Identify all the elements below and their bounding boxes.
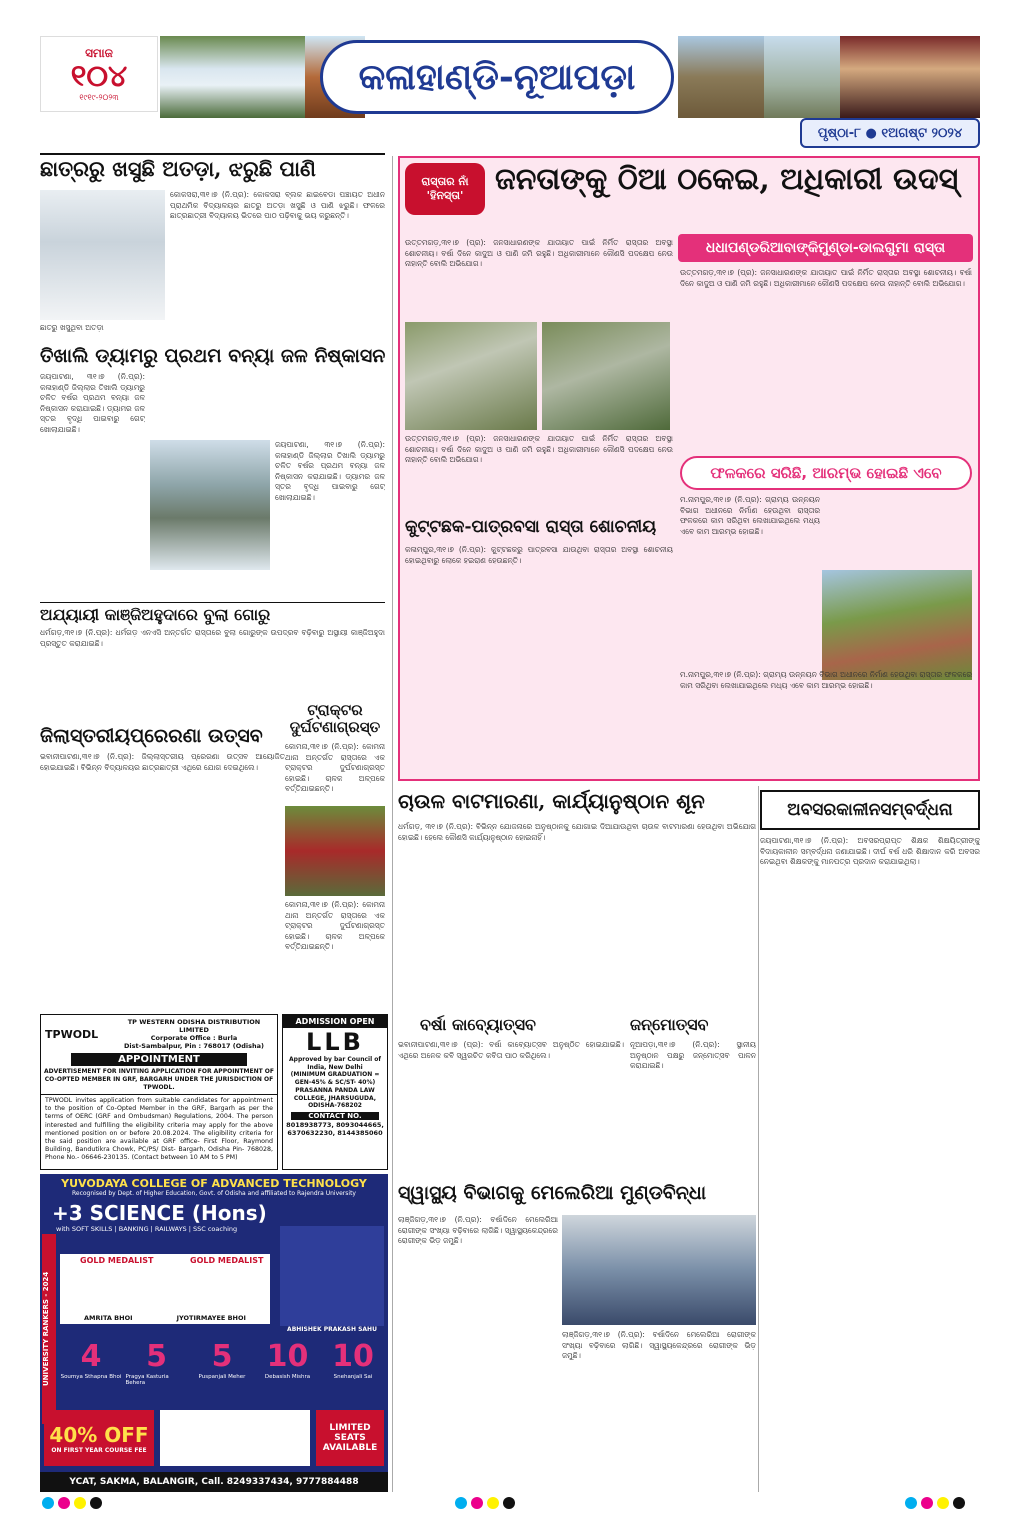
rank-number: 10 <box>266 1339 309 1374</box>
newspaper-logo <box>40 36 158 112</box>
registration-marks <box>42 1497 102 1509</box>
tribal-portrait-photo <box>840 36 980 118</box>
headline-poetry: ବର୍ଷା କାବ୍ୟୋତ୍ସବ <box>420 1015 536 1034</box>
student-name: Snehanjali Sai <box>333 1374 373 1380</box>
dam-body: ଜୟପାଟଣା, ୩୧।୭ (ନି.ପ୍ର): କଳାହାଣ୍ଡି ଜିଲ୍ଲାର ତିଖାଲି ଡ୍ୟାମରୁ ଚଳିତ ବର୍ଷର ପ୍ରଥମ ବନ୍ୟା ଜଳ ନିଷ୍କାସନ କରାଯାଇଛି। ଡ୍ୟାମର ଜଳ ସ୍ତର ବୃଦ୍ଧି ପାଇବାରୁ ଗେଟ୍ ଖୋଲାଯାଇଛି। <box>40 372 145 434</box>
llb-graduation: (MINIMUM GRADUATION = GEN-45% & SC/ST- 40%) <box>290 1071 380 1086</box>
road-photo-2 <box>542 322 670 430</box>
ranker-name: JYOTIRMAYEE BHOI <box>176 1314 246 1322</box>
malaria-body: ଲାଞ୍ଜିଗଡ଼,୩୧।୭ (ନି.ପ୍ର): ବର୍ଷାଦିନେ ମେଲେରିଆ ରୋଗୀଙ୍କ ସଂଖ୍ୟା ବଢ଼ିବାରେ ଲାଗିଛି। ସ୍ୱାସ୍ଥ୍ୟକେନ୍ଦ୍ରରେ ରୋଗୀଙ୍କ ଭିଡ଼ ଜମୁଛି। <box>398 1215 558 1245</box>
festival-body: ଭବାନୀପାଟଣା,୩୧।୭ (ନି.ପ୍ର): ଜିଲ୍ଲାସ୍ତରୀୟ ପ୍ରେରଣା ଉତ୍ସବ ଆୟୋଜିତ ହୋଇଯାଇଛି। ବିଭିନ୍ନ ବିଦ୍ୟାଳୟର ଛାତ୍ରଛାତ୍ରୀ ଏଥିରେ ଯୋଗ ଦେଇଥିଲେ। <box>40 752 285 772</box>
gold-medalist-badge: GOLD MEDALIST <box>190 1256 264 1265</box>
plaque-subheadline: ଫଳକରେ ସରିଛି, ଆରମ୍ଭ ହୋଇଛି ଏବେ <box>680 456 972 490</box>
rankers-photos <box>160 1410 310 1466</box>
ranker-name: AMRITA BHOI <box>84 1314 133 1322</box>
llb-phones: 8018938773, 8093044665, 6370632230, 8144385060 <box>286 1120 384 1137</box>
kuttachak-body: କଳାମ୍ପୁର,୩୧।୭ (ନି.ପ୍ର): କୁଟ୍ଟଛକରୁ ପାତ୍ରବସା ଯାଉଥିବା ରାସ୍ତାର ଅବସ୍ଥା ଶୋଚନୀୟ ହୋଇଥିବାରୁ ଲୋକେ ହଇରାଣ ହେଉଛନ୍ତି। <box>405 545 673 565</box>
headline-rice: ଚାଉଳ ବାଟମାରଣା, କାର୍ଯ୍ୟାନୁଷ୍ଠାନ ଶୂନ <box>398 789 705 813</box>
road-body-cont: ଉତ୍ତମଗଡ଼,୩୧।୭ (ପ୍ର): ଜନସାଧାରଣଙ୍କ ଯାତାୟାତ ପାଇଁ ନିର୍ମିତ ରାସ୍ତାର ଅବସ୍ଥା ଶୋଚନୀୟ। ବର୍ଷା ଦିନେ କାଦୁଅ ଓ ପାଣି ଜମି ରହୁଛି। ଅଧିକାରୀମାନେ କୌଣସି ପଦକ୍ଷେପ ନେଉ ନାହାନ୍ତି ବୋଲି ଅଭିଯୋଗ। <box>405 434 673 464</box>
plaque-body: ମ.ନାମପୁର,୩୧।୭ (ନି.ପ୍ର): ଗ୍ରାମ୍ୟ ଉନ୍ନୟନ ବିଭାଗ ଅଧୀନରେ ନିର୍ମାଣ ହେଉଥିବା ରାସ୍ତାର ଫଳକରେ କାମ ସରିଥିବା ଲେଖାଯାଇଥିଲେ ମଧ୍ୟ ଏବେ କାମ ଆରମ୍ଭ ହୋଇଛି। <box>680 495 820 536</box>
hospital-photo <box>562 1215 756 1325</box>
tpwodl-logo: TPWODL <box>45 1027 99 1041</box>
admission-open: ADMISSION OPEN <box>283 1015 387 1028</box>
poetry-body: ଭବାନୀପାଟଣା,୩୧।୭ (ପ୍ର): ବର୍ଷା କାବ୍ୟୋତ୍ସବ ଅନୁଷ୍ଠିତ ହୋଇଯାଇଛି। ଏଥିରେ ଅନେକ କବି ସ୍ୱରଚିତ କବିତା ପାଠ କରିଥିଲେ। <box>398 1040 624 1060</box>
rank-number: 5 <box>146 1339 167 1374</box>
cattle-body: ଧର୍ମଗଡ଼,୩୧।୭ (ନି.ପ୍ର): ଧର୍ମଗଡ଼ ଏନଏସି ଅନ୍ତର୍ଗତ ରାସ୍ତାରେ ବୁଲା ଗୋରୁଙ୍କ ଉପଦ୍ରବ ବଢ଼ିବାରୁ ଅସ୍ଥାୟୀ କାଞ୍ଜିଅହୁଦା ପ୍ରସ୍ତୁତ କରାଯାଇଛି। <box>40 628 385 648</box>
ranker-portrait <box>280 1226 384 1326</box>
tractor-body: କୋମନା,୩୧।୭ (ନି.ପ୍ର): କୋମନା ଥାନା ଅନ୍ତର୍ଗତ ରାସ୍ତାରେ ଏକ ଟ୍ରାକ୍ଟର ଦୁର୍ଘଟଣାଗ୍ରସ୍ତ ହୋଇଛି। ଚାଳକ ଅଳ୍ପକେ ବର୍ତ୍ତିଯାଇଛନ୍ତି। <box>285 742 385 793</box>
rule <box>40 602 385 603</box>
roof-caption: ଛାତରୁ ଖସୁଥିବା ଅତଡ଼ା <box>40 323 104 332</box>
headline-tractor: ଟ୍ରାକ୍ଟର ଦୁର୍ଘଟଣାଗ୍ରସ୍ତ <box>289 701 381 736</box>
rank-number: 4 <box>80 1339 102 1374</box>
malaria-body-cont: ଲାଞ୍ଜିଗଡ଼,୩୧।୭ (ନି.ପ୍ର): ବର୍ଷାଦିନେ ମେଲେରିଆ ରୋଗୀଙ୍କ ସଂଖ୍ୟା ବଢ଼ିବାରେ ଲାଗିଛି। ସ୍ୱାସ୍ଥ୍ୟକେନ୍ଦ୍ରରେ ରୋଗୀଙ୍କ ଭିଡ଼ ଜମୁଛି। <box>562 1330 756 1360</box>
headline-birthday: ଜନ୍ମୋତ୍ସବ <box>630 1015 709 1034</box>
road-subheadline: ଧଧାପଣ୍ଡରିଆବାଙ୍କିମୁଣ୍ଡା-ଡାଲଗୁମା ରାସ୍ତା <box>678 234 973 262</box>
waterfall-photo <box>160 36 305 118</box>
tpwodl-office: Corporate Office : Burla <box>150 1034 238 1042</box>
road-body: ଉତ୍ତମଗଡ଼,୩୧।୭ (ପ୍ର): ଜନସାଧାରଣଙ୍କ ଯାତାୟାତ ପାଇଁ ନିର୍ମିତ ରାସ୍ତାର ଅବସ୍ଥା ଶୋଚନୀୟ। ବର୍ଷା ଦିନେ କାଦୁଅ ଓ ପାଣି ଜମି ରହୁଛି। ଅଧିକାରୀମାନେ କୌଣସି ପଦକ୍ଷେପ ନେଉ ନାହାନ୍ତି ବୋଲି ଅଭିଯୋଗ। <box>405 238 673 268</box>
rank-number: 10 <box>332 1339 374 1374</box>
course-title: +3 SCIENCE (Hons) <box>52 1201 267 1225</box>
student-name: Puspanjali Meher <box>198 1374 246 1380</box>
llb-title: LLB <box>306 1028 364 1056</box>
ranker-name: ABHISHEK PRAKASH SAHU <box>287 1326 377 1333</box>
appointment-heading: ADVERTISEMENT FOR INVITING APPLICATION FOR APPOINTMENT OF CO-OPTED MEMBER IN GRF, BARGARH UNDER THE JURISDICTION OF TPWODL. <box>41 1066 277 1095</box>
headline-kuttachak: କୁଟ୍ଟଛକ-ପାତ୍ରବସା ରାସ୍ତା ଶୋଚନୀୟ <box>405 517 657 537</box>
logo-years: ୧୯୧୯-୨୦୨୩ <box>79 92 119 102</box>
rankers-label: UNIVERSITY RANKERS - 2024 <box>42 1234 56 1424</box>
roof-photo <box>40 190 165 320</box>
hill-photo <box>678 36 764 118</box>
plaque-body-cont: ମ.ନାମପୁର,୩୧।୭ (ନି.ପ୍ର): ଗ୍ରାମ୍ୟ ଉନ୍ନୟନ ବିଭାଗ ଅଧୀନରେ ନିର୍ମାଣ ହେଉଥିବା ରାସ୍ତାର ଫଳକରେ କାମ ସରିଥିବା ଲେଖାଯାଇଥିଲେ ମଧ୍ୟ ଏବେ କାମ ଆରମ୍ଭ ହୋଇଛି। <box>680 670 972 690</box>
course-skills: with SOFT SKILLS | BANKING | RAILWAYS | SSC coaching <box>56 1225 238 1233</box>
tractor-body-cont: କୋମନା,୩୧।୭ (ନି.ପ୍ର): କୋମନା ଥାନା ଅନ୍ତର୍ଗତ ରାସ୍ତାରେ ଏକ ଟ୍ରାକ୍ଟର ଦୁର୍ଘଟଣାଗ୍ରସ୍ତ ହୋଇଛି। ଚାଳକ ଅଳ୍ପକେ ବର୍ତ୍ତିଯାଇଛନ୍ତି। <box>285 900 385 951</box>
rank-number: 5 <box>211 1339 233 1374</box>
llb-college: PRASANNA PANDA LAW COLLEGE, JHARSUGUDA, ODISHA-768202 <box>293 1087 377 1109</box>
tractor-photo <box>285 806 385 896</box>
headline-road: ଜନତାଙ୍କୁ ଠିଆ ଠକେଇ, ଅଧିକାରୀ ଉଦସ୍ <box>495 162 959 197</box>
road-name-badge: ରାସ୍ତାର ନାଁ 'ହିନସ୍ତା' <box>405 163 485 215</box>
tpwodl-ad <box>40 1014 278 1170</box>
offer-percent: 40% OFF <box>49 1422 149 1447</box>
headline-felicitation: ଅବସରକାଳୀନସମ୍ବର୍ଦ୍ଧନା <box>787 799 953 820</box>
tower-photo <box>764 36 840 118</box>
felicitation-body: ଜୟପାଟଣା,୩୧।୭ (ନି.ପ୍ର): ଅବସରପ୍ରାପ୍ତ ଶିକ୍ଷକ ଶିକ୍ଷୟିତ୍ରୀଙ୍କୁ ବିଦାୟକାଳୀନ ସମ୍ବର୍ଦ୍ଧନା ଜଣାଯାଇଛି। ଦୀର୍ଘ ବର୍ଷ ଧରି ଶିକ୍ଷାଦାନ କରି ଅବସର ନେଇଥିବା ଶିକ୍ଷକଙ୍କୁ ମାନପତ୍ର ପ୍ରଦାନ କରାଯାଇଥିଲା। <box>760 836 980 866</box>
felicitation-header <box>760 790 980 830</box>
offer-badge <box>44 1410 154 1466</box>
headline-festival: ଜିଲାସ୍ତରୀୟପ୍ରେରଣା ଉତ୍ସବ <box>40 725 263 747</box>
tpwodl-title: TP WESTERN ODISHA DISTRIBUTION LIMITED <box>127 1018 261 1034</box>
rice-body: ଧର୍ମଗଡ଼, ୩୧।୭ (ନି.ପ୍ର): ବିଭିନ୍ନ ଯୋଜନାରେ ଅନୁଷ୍ଠାନକୁ ଯୋଗାଇ ଦିଆଯାଉଥିବା ଚାଉଳ ବାଟମାରଣା ହେଉଥିବା ଅଭିଯୋଗ ହୋଇଛି। ହେଲେ କୌଣସି କାର୍ଯ୍ୟାନୁଷ୍ଠାନ ହୋଇନାହିଁ। <box>398 822 756 842</box>
student-name: Debasish Mishra <box>264 1374 311 1380</box>
unfinished-road-photo <box>822 570 972 680</box>
logo-brand: ସମାଜ <box>85 45 113 60</box>
appointment-label: APPOINTMENT <box>71 1053 247 1066</box>
college-contact: YCAT, SAKMA, BALANGIR, Call. 8249337434, 9777884488 <box>40 1472 388 1492</box>
section-title-banner <box>320 40 674 114</box>
left-rule <box>40 153 385 155</box>
headline-roof: ଛାତ୍ରରୁ ଖସୁଛି ଅତଡ଼ା, ଝରୁଛି ପାଣି <box>40 156 316 181</box>
student-name: Soumya Sthapna Bhoi <box>60 1374 122 1380</box>
registration-marks <box>905 1497 965 1509</box>
registration-marks <box>455 1497 515 1509</box>
dam-photo <box>150 440 270 570</box>
birthday-body: ନୂଆପଡ଼ା,୩୧।୭ (ନି.ପ୍ର): ସ୍ଥାନୀୟ ଅନୁଷ୍ଠାନ ପକ୍ଷରୁ ଜନ୍ମୋତ୍ସବ ପାଳନ କରାଯାଇଛି। <box>630 1040 756 1070</box>
llb-approved: Approved by bar Council of India, New Delhi <box>289 1056 381 1071</box>
logo-number: ୧୦୪ <box>70 58 128 94</box>
appointment-body: TPWODL invites application from suitable candidates for appointment to the position of Co-Opted Member in the GRF, Bargarh as per the terms of OERC (GRF and Ombudsman) Regulations, 2004. The person interested and fulfilling the eligibility criteria may apply for the above mentioned position on or before 20.08.2024. The eligibility criteria for the said position are available at GRF office- First Floor, Raymond Building, Bandutikra Chowk, PC/PS/ Dist- Bargarh, Odisha Pin- 768028, Phone No.- 06646-230135. (Contact between 10 AM to 5 PM) <box>45 1097 273 1162</box>
page-info: ପୃଷ୍ଠା-୮ ● ୧ଅଗଷ୍ଟ ୨୦୨୪ <box>800 118 980 148</box>
dam-body-cont: ଜୟପାଟଣା, ୩୧।୭ (ନି.ପ୍ର): କଳାହାଣ୍ଡି ଜିଲ୍ଲାର ତିଖାଲି ଡ୍ୟାମରୁ ଚଳିତ ବର୍ଷର ପ୍ରଥମ ବନ୍ୟା ଜଳ ନିଷ୍କାସନ କରାଯାଇଛି। ଡ୍ୟାମର ଜଳ ସ୍ତର ବୃଦ୍ଧି ପାଇବାରୁ ଗେଟ୍ ଖୋଲାଯାଇଛି। <box>275 440 385 502</box>
headline-malaria: ସ୍ୱାସ୍ଥ୍ୟ ବିଭାଗକୁ ମେଲେରିଆ ମୁଣ୍ଡବିନ୍ଧା <box>398 1182 707 1204</box>
column-divider <box>758 786 759 1492</box>
rank-row <box>60 1339 384 1399</box>
column-divider <box>392 156 393 1492</box>
college-name: YUVODAYA COLLEGE OF ADVANCED TECHNOLOGY <box>61 1177 367 1190</box>
offer-subtitle: ON FIRST YEAR COURSE FEE <box>51 1446 147 1454</box>
college-recognition: Recognised by Dept. of Higher Education, Govt. of Odisha and affiliated to Rajendra University <box>72 1190 356 1197</box>
tpwodl-address: Dist-Sambalpur, Pin : 768017 (Odisha) <box>123 1042 265 1050</box>
student-name: Pragya Kasturia Behera <box>125 1374 169 1386</box>
road-photo <box>405 322 537 430</box>
roof-body: କୋକସରା,୩୧।୭ (ନି.ପ୍ର): କୋକସରା ବ୍ଲକ ଛାଇବେଡା ପଞ୍ଚାୟତ ଅଧୀନ ପ୍ରାଥମିକ ବିଦ୍ୟାଳୟର ଛାତରୁ ଅତଡ଼ା ଖସୁଛି ଓ ପାଣି ଝରୁଛି। ଫଳରେ ଛାତ୍ରଛାତ୍ରୀ ବିଦ୍ୟାଳୟ ଭିତରେ ପାଠ ପଢ଼ିବାକୁ ଭୟ କରୁଛନ୍ତି। <box>170 190 385 220</box>
llb-contact-label: CONTACT NO. <box>291 1112 379 1120</box>
section-title: କଳାହାଣ୍ଡି-ନୂଆପଡ଼ା <box>358 55 636 98</box>
llb-ad <box>282 1014 388 1170</box>
road-body-right: ଉତ୍ତମଗଡ଼,୩୧।୭ (ପ୍ର): ଜନସାଧାରଣଙ୍କ ଯାତାୟାତ ପାଇଁ ନିର୍ମିତ ରାସ୍ତାର ଅବସ୍ଥା ଶୋଚନୀୟ। ବର୍ଷା ଦିନେ କାଦୁଅ ଓ ପାଣି ଜମି ରହୁଛି। ଅଧିକାରୀମାନେ କୌଣସି ପଦକ୍ଷେପ ନେଉ ନାହାନ୍ତି ବୋଲି ଅଭିଯୋଗ। <box>680 268 972 288</box>
yuvodaya-ad <box>40 1174 388 1492</box>
gold-medalist-badge: GOLD MEDALIST <box>80 1256 154 1265</box>
headline-cattle: ଅଯ୍ୟାୟୀ କାଞ୍ଜିଅହୁଦାରେ ବୁଲା ଗୋରୁ <box>40 605 271 624</box>
limited-seats: LIMITED SEATS AVAILABLE <box>316 1410 384 1466</box>
headline-dam: ତିଖାଲି ଡ୍ୟାମରୁ ପ୍ରଥମ ବନ୍ୟା ଜଳ ନିଷ୍କାସନ <box>40 345 386 367</box>
